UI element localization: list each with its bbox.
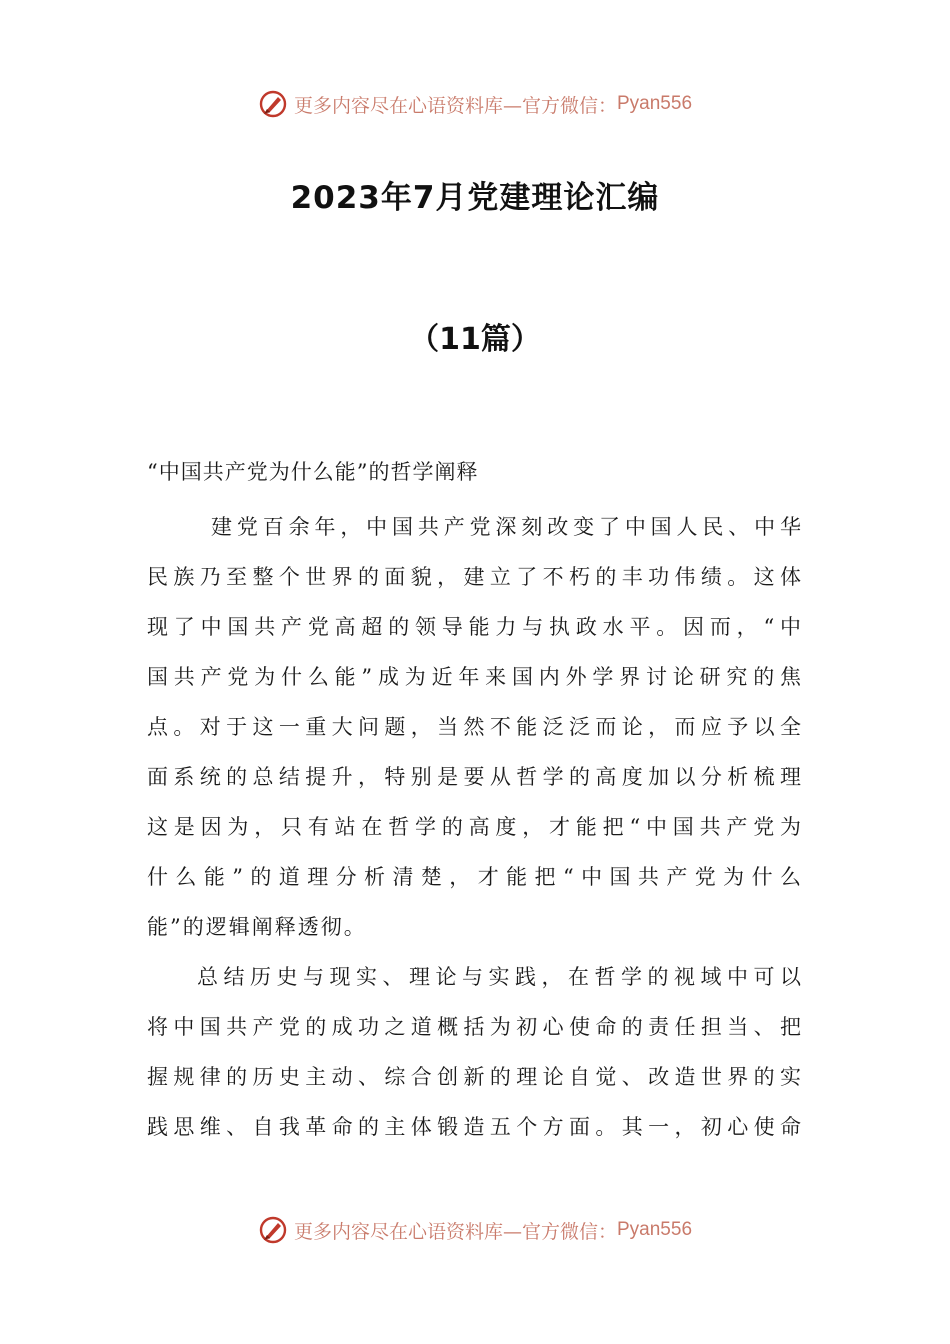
header-watermark — [0, 86, 950, 122]
paragraph-line: 将中国共产党的成功之道概括为初心使命的责任担当、把 — [147, 1015, 803, 1039]
paragraph-line: 点。对于这一重大问题，当然不能泛泛而论，而应予以全 — [147, 715, 803, 739]
pen-circle-logo-icon — [258, 89, 288, 119]
article-title: “中国共产党为什么能”的哲学阐释 — [147, 460, 479, 484]
document-title: 2023年7月党建理论汇编 — [290, 180, 660, 216]
paragraph-1 — [147, 502, 803, 952]
article-body — [147, 452, 803, 1152]
watermark-text: 更多内容尽在心语资料库—官方微信： — [293, 1220, 617, 1243]
paragraph-line: 能”的逻辑阐释透彻。 — [147, 915, 367, 939]
paragraph-line: 现了中国共产党高超的领导能力与执政水平。因而，“中 — [147, 615, 803, 639]
watermark-handle: Pyan556 — [617, 93, 693, 114]
document-subtitle: （11篇） — [409, 322, 541, 357]
paragraph-line: 民族乃至整个世界的面貌，建立了不朽的丰功伟绩。这体 — [147, 565, 803, 589]
paragraph-line: 什么能”的道理分析清楚，才能把“中国共产党为什么 — [147, 865, 803, 889]
watermark-text: 更多内容尽在心语资料库—官方微信： — [293, 94, 617, 117]
paragraph-line: 这是因为，只有站在哲学的高度，才能把“中国共产党为 — [147, 815, 803, 839]
pen-circle-logo-icon — [258, 1215, 288, 1245]
paragraph-line: 握规律的历史主动、综合创新的理论自觉、改造世界的实 — [147, 1065, 803, 1089]
paragraph-line: 践思维、自我革命的主体锻造五个方面。其一，初心使命 — [147, 1115, 803, 1139]
paragraph-line: 建党百余年，中国共产党深刻改变了中国人民、中华 — [211, 515, 803, 539]
paragraph-line: 总结历史与现实、理论与实践，在哲学的视域中可以 — [197, 965, 803, 989]
paragraph-2 — [147, 952, 803, 1152]
paragraph-line: 国共产党为什么能”成为近年来国内外学界讨论研究的焦 — [147, 665, 803, 689]
watermark-handle: Pyan556 — [617, 1219, 693, 1240]
paragraph-line: 面系统的总结提升，特别是要从哲学的高度加以分析梳理 — [147, 765, 803, 789]
footer-watermark — [0, 1212, 950, 1248]
